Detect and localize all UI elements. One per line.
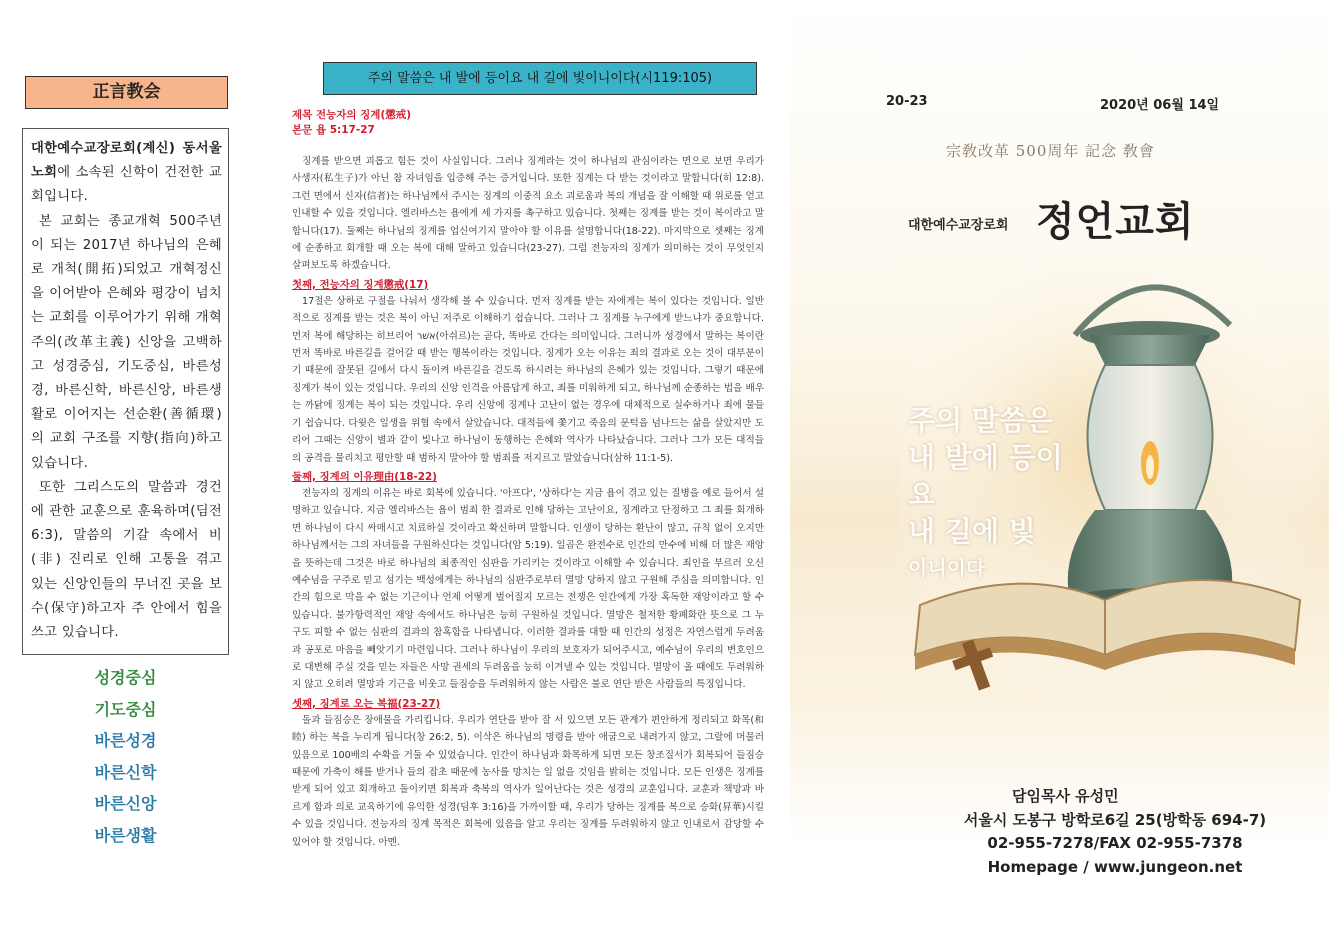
church-homepage-link[interactable]: Homepage / www.jungeon.net xyxy=(987,858,1243,876)
section-heading-2: 둘째, 징계의 이유理由(18-22) xyxy=(292,470,437,483)
lamp-glass-icon xyxy=(1088,365,1213,510)
church-name-title: 정언교회 xyxy=(1036,199,1195,245)
section-paragraph-3: 돌과 들짐승은 장애물을 가리킵니다. 우리가 연단을 받아 잘 서 있으면 모든 관계가 편안하게 정리되고 화목(和睦) 하는 복을 누리게 됩니다(창 26:2, 5). 이삭은 하나님의 명령을 받아 애굽으로 내려가지 않고, 그랄에 머물러 있음으로 100배의 수확을 거둘 수 있었습니다. 인간이 하나님과 화목하게 되면 모든 창조질서가 회복되어 들짐승 때문에 가축이 해를 받거나 들의 잡초 때문에 농사를 망치는 일 없을 것임을 밝히는 것입니다. 모든 인생은 징계를 받게 되어 있고 회개하고 돌이키면 회복과 축복의 역사가 일어난다는 것은 성경의 교훈입니다. 교훈과 책망과 바르게 함과 의로 교육하기에 유익한 성경(딤후 3:16)을 가까이할 때, 우리가 당하는 징계를 복으로 승화(昇華)시킬 수 있을 것입니다. 전능자의 징계 목적은 회복에 있음을 알고 우리는 징계를 두려워하지 않고 인내로서 감당할 수 있어야 할 것입니다. 아멘. xyxy=(292,714,764,848)
cover-panel xyxy=(790,0,1329,941)
intro-paragraph-3: 또한 그리스도의 말씀과 경건에 관한 교훈으로 훈육하며(딤전 6:3), 말씀의 기갈 속에서 비(非) 진리로 인해 고통을 겪고 있는 신앙인들의 무너진 곳을 보수(保守)하고자 주 안에서 힘을 쓰고 있습니다. xyxy=(31,479,222,641)
motto-item: 성경중심 xyxy=(94,668,157,687)
motto-item: 바른신앙 xyxy=(94,794,157,814)
theme-verse-box: 주의 말씀은 내 발에 등이요 내 길에 빛이니이다(시119:105) xyxy=(323,62,757,95)
intro-paragraph-2: 본 교회는 종교개혁 500주년이 되는 2017년 하나님의 은혜로 개척(開拓)되었고 개혁정신을 이어받아 은혜와 평강이 넘치는 교회를 이루어가기 위해 개혁주의(改革主義) 신앙을 고백하고 성경중심, 기도중심, 바른성경, 바른신학, 바른신앙, 바른생활로 이어지는 선순환(善循環)의 교회 구조를 지향(指向)하고 있습니다. xyxy=(31,213,222,471)
left-panel xyxy=(0,0,262,941)
motto-list xyxy=(22,662,229,852)
church-phone: 02-955-7278/FAX 02-955-7378 xyxy=(987,834,1243,852)
illustration-verse: 주의 말씀은 내 발에 등이요 내 길에 빛 이니이다 xyxy=(908,404,1063,580)
sermon-text-ref: 본문 욥 5:17-27 xyxy=(292,124,375,136)
church-intro-box xyxy=(22,128,229,655)
section-paragraph-2: 전능자의 징계의 이유는 바로 회복에 있습니다. '아프다', '상하다'는 지금 욥이 겪고 있는 질병을 예로 들어서 설명하고 있습니다. 지금 엘리바스는 욥이 범죄 한 결과로 인해 당하는 고난이요, 징계라고 단정하고 그 죄를 회개하면 하나님이 다시 싸매시고 치료하실 것이라고 확신하며 말합니다. 인생이 당하는 환난이 많고, 규칙 없이 오지만 하나님께서는 그의 자녀들을 구원하신다는 것입니다(암 5:19). 일곱은 완전수로 인간의 만수에 비해 더 많은 재앙을 뜻하는데 그것은 바로 하나님의 최종적인 심판을 가리키는 것이라고 이해할 수 있습니다. 죄인을 부르러 오신 예수님을 구주로 믿고 섬기는 백성에게는 하나님의 심판주로부터 멸망 당하지 않고 구원해 주심을 의미합니다. 인간의 힘으로 막을 수 없는 기근이나 언제 어떻게 벌어질지 모르는 전쟁은 인간에게 가장 혹독한 재앙이라고 할 수 있습니다. 불가항력적인 재앙 속에서도 하나님은 능히 구원하실 것입니다. 멸망은 철저한 황폐화란 뜻으로 그 누구도 피할 수 없는 심판의 결과의 참혹함을 나타냅니다. 이러한 결과를 대할 때 인간의 성정은 자연스럽게 두려움과 공포로 마음을 빼앗기기 마련입니다. 그러나 하나님이 우리의 보호자가 되어주시고, 예수님이 우리의 변호인으로 대변해 주실 것을 믿는 자들은 사망 권세의 두려움을 능히 이겨낼 수 있는 것입니다. 멸망이 올 때에도 두려워하지 않고 오히려 멸망과 기근을 비웃고 들짐승을 두려워하지 않는 사람은 불로 연단 받은 사람들의 특징입니다. xyxy=(292,487,764,691)
pastor-name: 담임목사 유성민 xyxy=(1012,787,1119,805)
anniversary-text: 宗敎改革 500周年 記念 敎會 xyxy=(946,142,1155,160)
motto-item: 기도중심 xyxy=(94,699,157,719)
motto-item: 바른성경 xyxy=(94,731,157,751)
denomination-text: 대한예수교장로회(계신) 동서울 노회 xyxy=(31,141,222,181)
motto-item: 바른생활 xyxy=(94,825,157,845)
sermon-body xyxy=(292,108,764,938)
church-address: 서울시 도봉구 방학로6길 25(방학동 694-7) xyxy=(963,811,1267,829)
sermon-panel xyxy=(278,0,768,941)
intro-paragraph-1 xyxy=(31,137,222,210)
section-heading-1: 첫째, 전능자의 징계懲戒(17) xyxy=(292,278,429,291)
section-heading-3: 셋째, 징계로 오는 복福(23-27) xyxy=(292,697,441,710)
denomination-label: 대한예수교장로회 xyxy=(908,218,1009,233)
bulletin-date: 2020년 06월 14일 xyxy=(1100,98,1220,113)
section-paragraph-1: 17절은 상하로 구절을 나눠서 생각해 볼 수 있습니다. 먼저 징계를 받는 자에게는 복이 있다는 것입니다. 일반적으로 징계를 받는 것은 복이 아닌 저주로 이해하기 쉽습니다. 그러나 그 징계를 누구에게 받느냐가 중요합니다. 먼저 복에 해당하는 히브리어 אשׁר(아쉬르)는 곧다, 똑바로 간다는 의미입니다. 그러니까 성경에서 말하는 복이란 먼저 똑바로 바른길을 걸어갈 때 받는 행복이라는 것입니다. 징계가 오는 이유는 죄의 결과로 오는 것이 대부분이기 때문에 잘못된 길에서 다시 돌이켜 바른길을 걷도록 하시려는 하나님의 은혜가 있는 것입니다. 그렇기 때문에 징계가 복이 있는 것입니다. 우리의 신앙 인격을 아름답게 하고, 죄를 미워하게 되고, 하나님께 순종하는 법을 배우는 까닭에 징계는 복이 되는 것입니다. 우리 신앙에 징계나 고난이 없는 경우에 대체적으로 실수하거나 죄에 물들기 쉽습니다. 다윗은 일생을 위협 속에서 살았습니다. 대적들에 쫓기고 죽음의 문턱을 넘나드는 삶을 살았지만 도리어 그때는 신앙이 별과 같이 빛나고 하나님이 동행하는 은혜와 역사가 나타났습니다. 그러나 그가 모든 대적들의 공격을 물리치고 평안할 때 범하지 말아야 할 범죄를 저지르고 말았습니다(삼하 11:1-5). xyxy=(292,295,764,464)
intro-p1-rest: 에 소속된 신학이 건전한 교회입니다. xyxy=(31,165,222,205)
sermon-title: 제목 전능자의 징계(懲戒) xyxy=(292,109,412,121)
motto-item: 바른신학 xyxy=(94,762,157,782)
church-name-label: 正言教会 xyxy=(25,76,228,109)
sermon-intro: 징계를 받으면 괴롭고 힘든 것이 사실입니다. 그러나 징계라는 것이 하나님의 관심이라는 면으로 보면 우리가 사생자(私生子)가 아닌 참 자녀임을 입증해 주는 증거입니다. 또한 징계는 다 받는 것이라고 말합니다(히 12:8). 그런 면에서 신자(信者)는 하나님께서 주시는 징계의 이중적 요소 괴로움과 복의 개념을 잘 이해할 때 위로를 얻고 인내할 수 있을 것입니다. 엘리바스는 욥에게 세 가지를 촉구하고 있습니다. 첫째는 징계를 받는 것이 복이라고 말합니다(17). 둘째는 하나님의 징계를 업신여기지 말아야 할 이유를 설명합니다(18-22). 마지막으로 셋째는 징계에 순종하고 회개할 때 오는 복에 대해 말하고 있습니다(23-27). 그럼 전능자의 징계가 의미하는 것이 무엇인지 살펴보도록 하겠습니다. xyxy=(292,156,764,272)
issue-number: 20-23 xyxy=(886,94,928,109)
